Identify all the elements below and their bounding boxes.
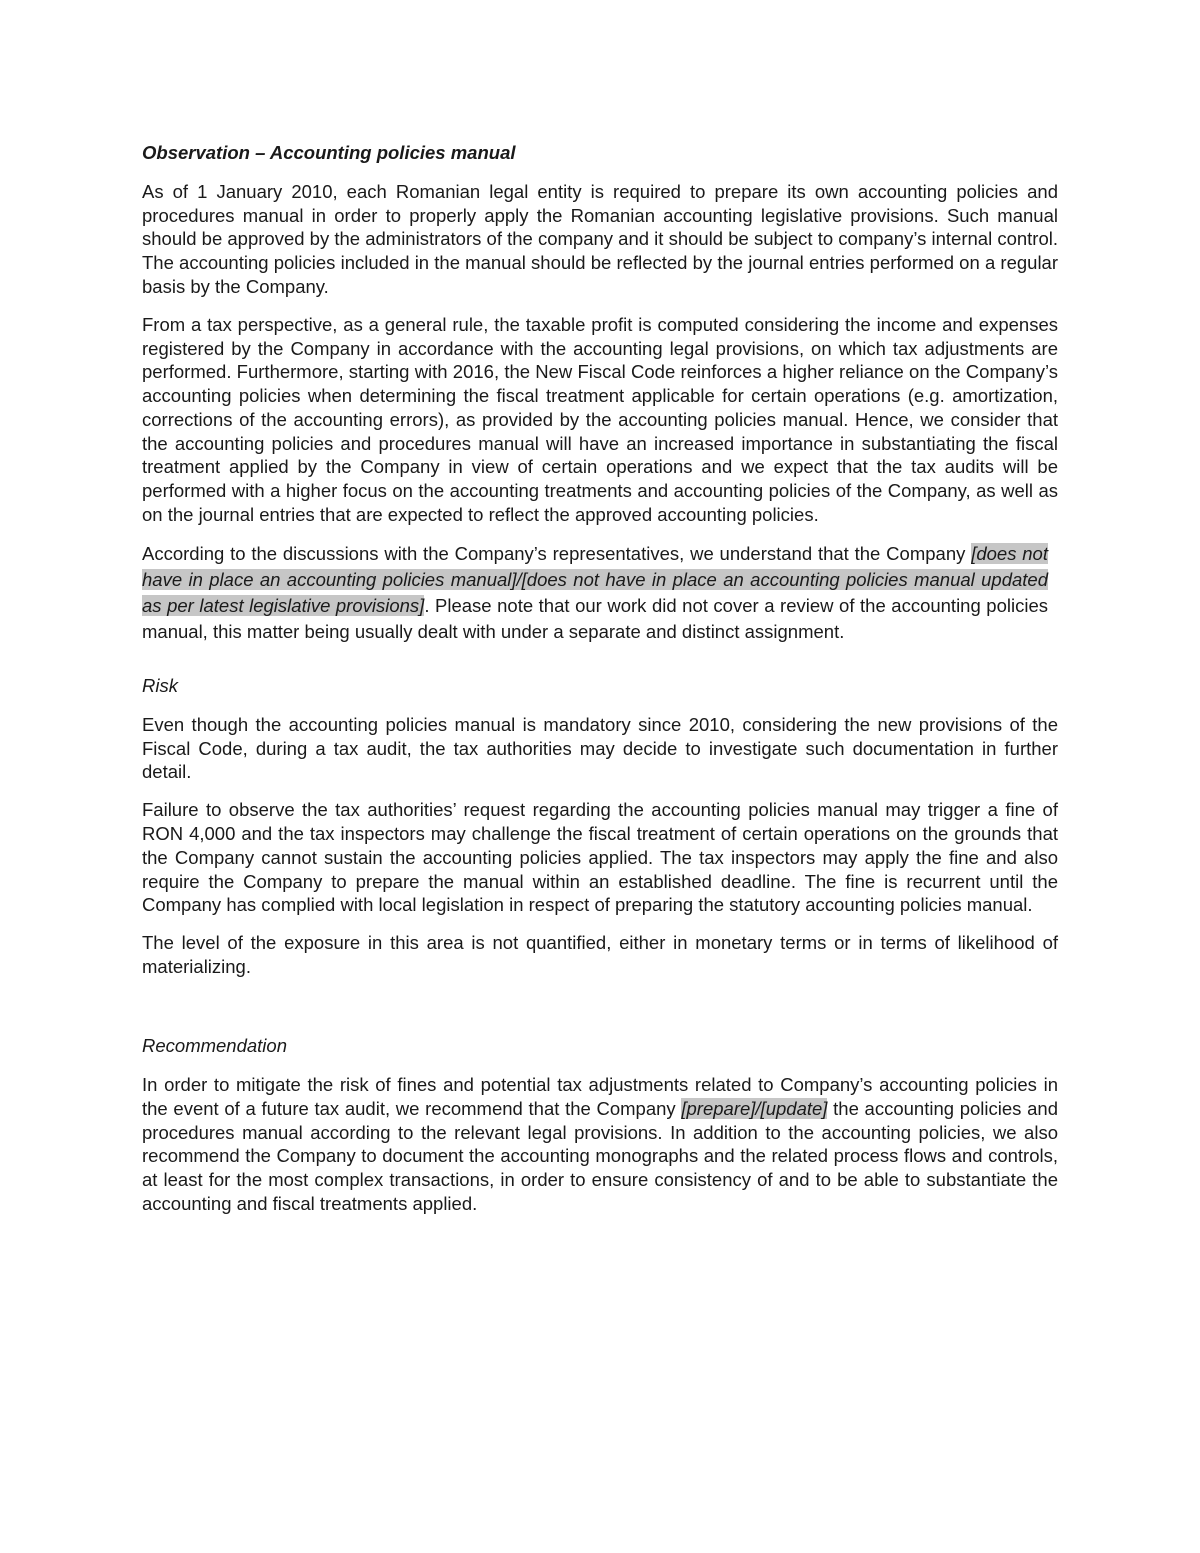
observation-paragraph-2: From a tax perspective, as a general rule, the taxable profit is computed considering the income and expenses registered by the Company in accordance with the accounting legal provisions, on which tax adjustments are performed. Furthermore, starting with 2016, the New Fiscal Code reinforces a higher reliance on the Company’s accounting policies when determining the fiscal treatment applicable for certain operations (e.g. amortization, corrections of the accounting errors), as provided by the accounting policies manual. Hence, we consider that the accounting policies and procedures manual will have an increased importance in substantiating the fiscal treatment applied by the Company in view of certain operations and we expect that the tax audits will be performed with a higher focus on the accounting treatments and accounting policies of the Company, as well as on the journal entries that are expected to reflect the approved accounting policies.: [142, 314, 1058, 525]
recommendation-heading: Recommendation: [142, 1035, 287, 1057]
observation-p3-text-before: According to the discussions with the Company’s representatives, we understand that the Company: [142, 542, 972, 564]
risk-heading: Risk: [142, 674, 178, 696]
risk-paragraph-3: The level of the exposure in this area is not quantified, either in monetary terms or in terms of likelihood of materializing.: [142, 932, 1058, 978]
recommendation-highlight: [prepare]/[update]: [681, 1098, 828, 1120]
observation-paragraph-3: [142, 541, 1048, 645]
observation-heading: Observation – Accounting policies manual: [142, 142, 516, 163]
risk-paragraph-2: Failure to observe the tax authorities’ request regarding the accounting policies manual may trigger a fine of RON 4,000 and the tax inspectors may challenge the fiscal treatment of certain operations on the grounds that the Company cannot sustain the accounting policies applied. The tax inspectors may apply the fine and also require the Company to prepare the manual within an established deadline. The fine is recurrent until the Company has complied with local legislation in respect of preparing the statutory accounting policies manual.: [142, 799, 1058, 916]
recommendation-paragraph: [142, 1073, 1058, 1215]
risk-paragraph-1: Even though the accounting policies manual is mandatory since 2010, considering the new provisions of the Fiscal Code, during a tax audit, the tax authorities may decide to investigate such documentation in further detail.: [142, 713, 1058, 783]
observation-p3-highlight: [does not have in place an accounting policies manual]/[does not have in place an accounting policies manual updated as per latest legislative provisions]: [142, 542, 1048, 616]
recommendation-text-after: the accounting policies and procedures manual according to the relevant legal provisions. In addition to the accounting policies, we also recommend the Company to document the accounting monographs and the related process flows and controls, at least for the most complex transactions, in order to ensure consistency of and to be able to substantiate the accounting and fiscal treatments applied.: [142, 1098, 1058, 1214]
observation-paragraph-1: As of 1 January 2010, each Romanian legal entity is required to prepare its own accounting policies and procedures manual in order to properly apply the Romanian accounting legislative provisions. Such manual should be approved by the administrators of the company and it should be subject to company’s internal control. The accounting policies included in the manual should be reflected by the journal entries performed on a regular basis by the Company.: [142, 181, 1058, 297]
recommendation-text-before: In order to mitigate the risk of fines and potential tax adjustments related to Company’s accounting policies in the event of a future tax audit, we recommend that the Company: [142, 1074, 1058, 1120]
observation-p3-text-after: . Please note that our work did not cover a review of the accounting policies manual, this matter being usually dealt with under a separate and distinct assignment.: [142, 594, 1048, 642]
document-page: [142, 140, 1058, 1230]
